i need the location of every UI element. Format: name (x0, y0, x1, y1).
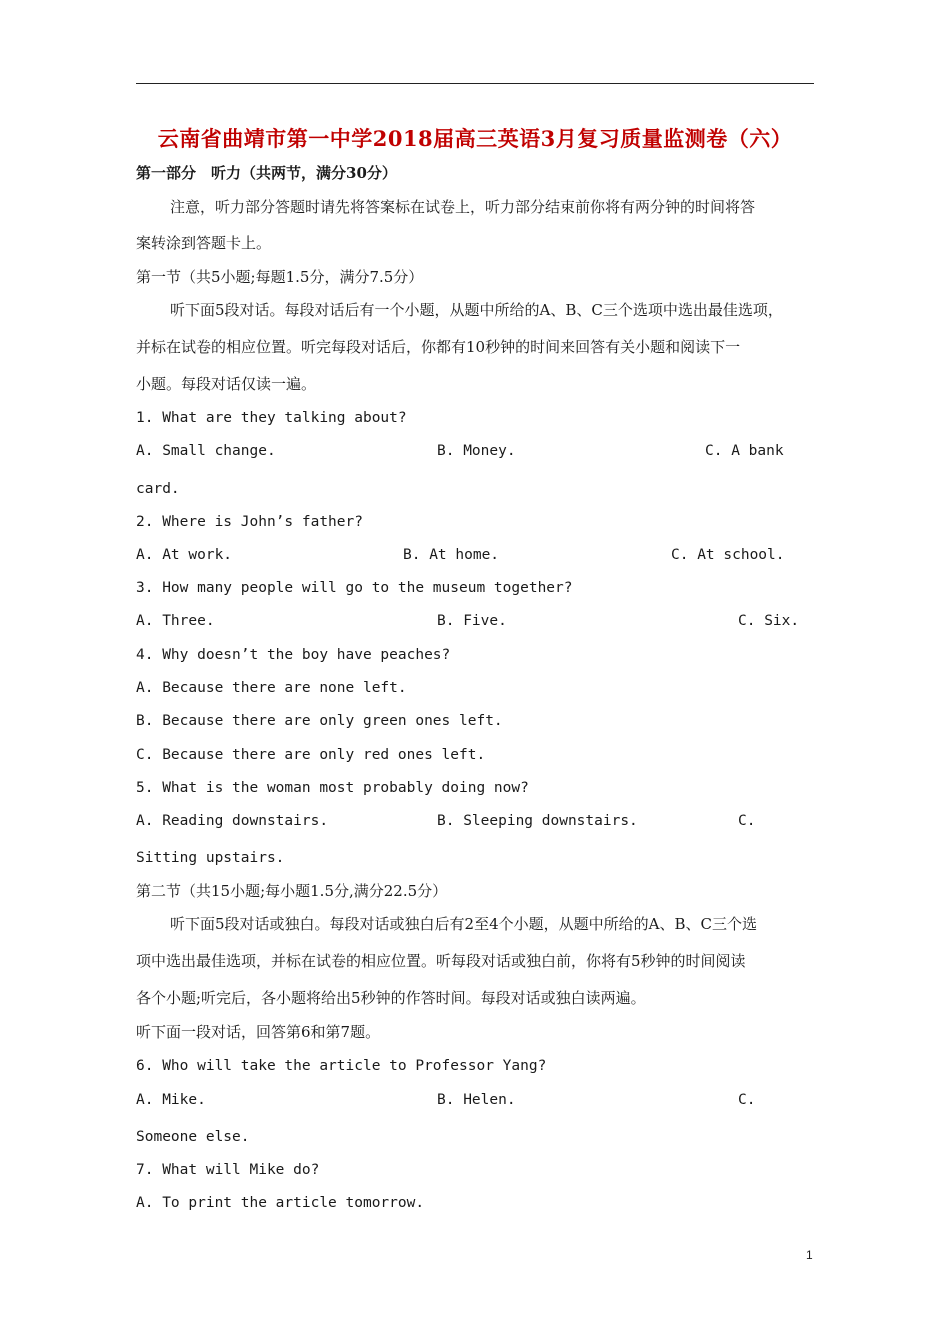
option-c-continued: Someone else. (136, 1129, 250, 1145)
question-stem: 2. Where is John’s father? (136, 514, 363, 530)
option-c: C. (738, 1092, 756, 1108)
option-c-continued: card. (136, 481, 180, 497)
question-stem: 3. How many people will go to the museum together? (136, 580, 573, 596)
notice-line: 案转涂到答题卡上。 (136, 234, 272, 252)
option-a: A. Because there are none left. (136, 680, 407, 696)
question-stem: 1. What are they talking about? (136, 410, 407, 426)
section2-instruction: 项中选出最佳选项，并标在试卷的相应位置。听每段对话或独白前，你将有5秒钟的时间阅读 (136, 952, 746, 970)
document-title: 云南省曲靖市第一中学2018届高三英语3月复习质量监测卷（六） (157, 126, 793, 151)
option-b: B. At home. (403, 547, 500, 563)
option-a: A. Three. (136, 613, 215, 629)
option-c-continued: Sitting upstairs. (136, 850, 285, 866)
section1-instruction: 听下面5段对话。每段对话后有一个小题，从题中所给的A、B、C三个选项中选出最佳选项， (170, 301, 783, 319)
option-b: B. Because there are only green ones left. (136, 713, 503, 729)
section1-instruction: 并标在试卷的相应位置。听完每段对话后，你都有10秒钟的时间来回答有关小题和阅读下一 (136, 338, 741, 356)
option-c: C. Because there are only red ones left. (136, 747, 486, 763)
option-a: A. To print the article tomorrow. (136, 1195, 425, 1211)
question-stem: 4. Why doesn’t the boy have peaches? (136, 647, 451, 663)
option-a: A. At work. (136, 547, 233, 563)
option-c: C. At school. (671, 547, 785, 563)
option-b: B. Money. (437, 443, 516, 459)
option-b: B. Five. (437, 613, 507, 629)
page-number: 1 (806, 1248, 813, 1262)
section2-instruction: 各个小题;听完后，各小题将给出5秒钟的作答时间。每段对话或独白读两遍。 (136, 989, 646, 1007)
section1-instruction: 小题。每段对话仅读一遍。 (136, 375, 317, 393)
notice-line: 注意，听力部分答题时请先将答案标在试卷上，听力部分结束前你将有两分钟的时间将答 (170, 198, 756, 216)
option-b: B. Sleeping downstairs. (437, 813, 638, 829)
option-a: A. Mike. (136, 1092, 206, 1108)
section1-heading: 第一节（共5小题;每题1.5分，满分7.5分） (136, 268, 424, 286)
option-c: C. (738, 813, 756, 829)
option-c: C. Six. (738, 613, 800, 629)
header-rule (136, 83, 814, 84)
section2-heading: 第二节（共15小题;每小题1.5分,满分22.5分） (136, 882, 448, 900)
question-stem: 5. What is the woman most probably doing now? (136, 780, 529, 796)
part1-heading: 第一部分 听力（共两节，满分30分） (136, 164, 397, 182)
question-stem: 7. What will Mike do? (136, 1162, 320, 1178)
option-a: A. Small change. (136, 443, 276, 459)
question-stem: 6. Who will take the article to Professor Yang? (136, 1058, 547, 1074)
dialog-intro: 听下面一段对话，回答第6和第7题。 (136, 1023, 381, 1041)
section2-instruction: 听下面5段对话或独白。每段对话或独白后有2至4个小题，从题中所给的A、B、C三个选 (170, 915, 757, 933)
option-b: B. Helen. (437, 1092, 516, 1108)
option-a: A. Reading downstairs. (136, 813, 329, 829)
option-c: C. A bank (705, 443, 784, 459)
